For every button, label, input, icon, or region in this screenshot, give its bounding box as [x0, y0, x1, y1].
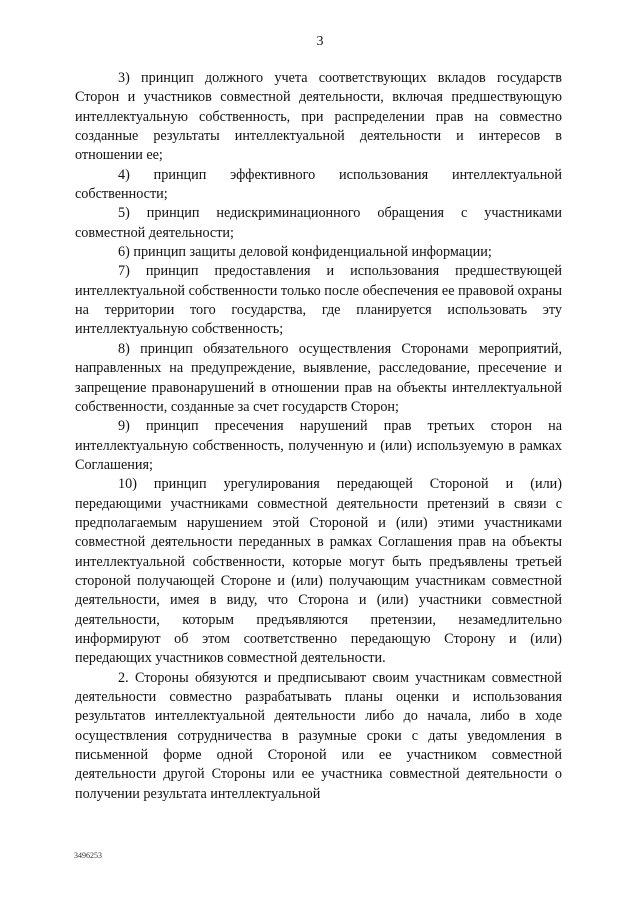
- paragraph-principle-4: 4) принцип эффективного использования интеллектуальной собственности;: [75, 166, 562, 203]
- paragraph-principle-7: 7) принцип предоставления и использования предшествующей интеллектуальной собственности только после обеспечения ее правовой охраны на территории того государства, где планируется использовать эту интеллектуальную собственность;: [75, 263, 562, 338]
- paragraph-principle-6: 6) принцип защиты деловой конфиденциальной информации;: [118, 244, 492, 261]
- document-code: 3496253: [74, 851, 102, 860]
- paragraph-principle-3: 3) принцип должного учета соответствующих вкладов государств Сторон и участников совместной деятельности, включая предшествующую интеллектуальную собственность, при распределении прав на совместно созданные результаты интеллектуальной деятельности и интересов в отношении ее;: [75, 70, 562, 164]
- paragraph-principle-5: 5) принцип недискриминационного обращения с участниками совместной деятельности;: [75, 205, 562, 241]
- paragraph-principle-9: 9) принцип пресечения нарушений прав третьих сторон на интеллектуальную собственность, полученную и (или) используемую в рамках Соглашения;: [75, 418, 562, 473]
- paragraph-principle-8: 8) принцип обязательного осуществления Сторонами мероприятий, направленных на предупреждение, выявление, расследование, пресечение и запрещение правонарушений в отношении прав на объекты интеллектуальной собственности, созданные за счет государств Сторон;: [75, 340, 562, 415]
- document-body: [75, 69, 562, 804]
- paragraph-clause-2: 2. Стороны обязуются и предписывают своим участникам совместной деятельности совместно разрабатывать планы оценки и использования результатов интеллектуальной деятельности либо до начала, либо в ходе осуществления сотрудничества в разумные сроки с даты уведомления в письменной форме одной Стороной или ее участником совместной деятельности другой Стороны или ее участника совместной деятельности о получении результата интеллектуальной: [75, 669, 562, 802]
- page-number: 3: [316, 34, 324, 49]
- paragraph-principle-10: 10) принцип урегулирования передающей Стороной и (или) передающими участниками совместной деятельности претензий в связи с предполагаемым нарушением этой Стороной и (или) этими участниками совместной деятельности переданных в рамках Соглашения прав на объекты интеллектуальной собственности, которые могут быть предъявлены третьей стороной получающей Стороне и (или) получающим участникам совместной деятельности, имея в виду, что Сторона и (или) участники совместной деятельности, которым предъявляются претензии, незамедлительно информируют об этом соответственно передающую Сторону и (или) передающих участников совместной деятельности.: [75, 476, 562, 667]
